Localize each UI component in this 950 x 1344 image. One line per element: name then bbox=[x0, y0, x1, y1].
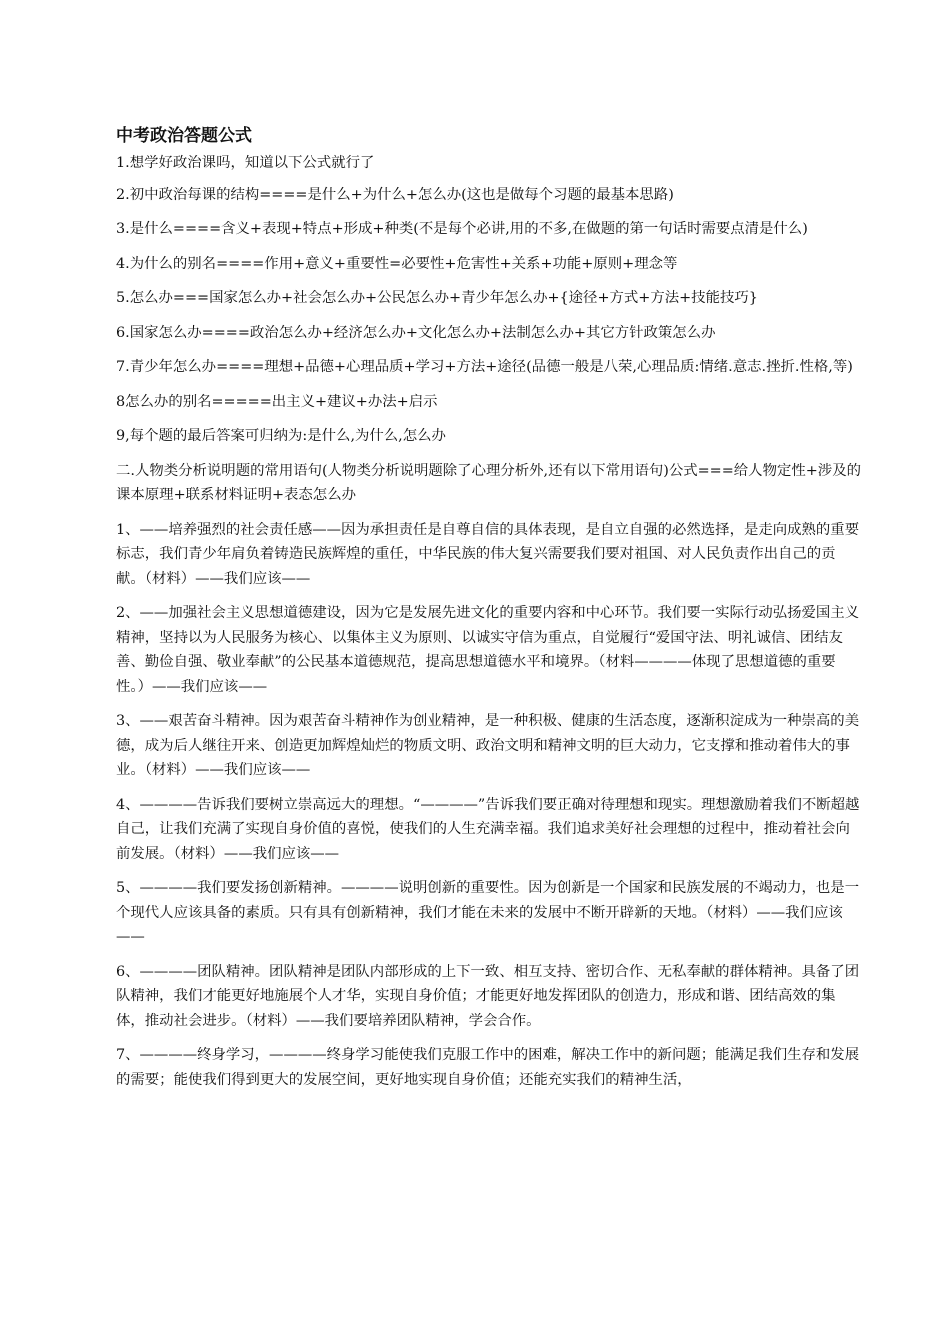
item-3-hard-work-spirit: 3、——艰苦奋斗精神。因为艰苦奋斗精神作为创业精神，是一种积极、健康的生活态度，逐渐积淀成为一种崇高的美德，成为后人继往开来、创造更加辉煌灿烂的物质文明、政治文明和精神文明的巨大动力，它支撑和推动着伟大的事业。（材料）——我们应该—— bbox=[116, 713, 860, 778]
item-4-ideals: 4、————告诉我们要树立崇高远大的理想。“————”告诉我们要正确对待理想和现实。理想激励着我们不断超越自己，让我们充满了实现自身价值的喜悦，使我们的人生充满幸福。我们追求美好社会理想的过程中，推动着社会向前发展。（材料）——我们应该—— bbox=[116, 796, 860, 862]
item-2-moral-construction: 2、——加强社会主义思想道德建设，因为它是发展先进文化的重要内容和中心环节。我们要一实际行动弘扬爱国主义精神，坚持以为人民服务为核心、以集体主义为原则、以诚实守信为重点，自觉履行“爱国守法、明礼诚信、团结友善、勤俭自强、敬业奉献”的公民基本道德规范，提高思想道德水平和境界。（材料————体现了思想道德的重要性。）——我们应该—— bbox=[116, 605, 860, 695]
section-two-heading-paragraph: 二.人物类分析说明题的常用语句(人物类分析说明题除了心理分析外,还有以下常用语句)公式===给人物定性+涉及的课本原理+联系材料证明+表态怎么办 bbox=[116, 462, 861, 503]
paragraph-1: 1.想学好政治课吗，知道以下公式就行了 bbox=[116, 155, 375, 171]
paragraph-7: 7.青少年怎么办====理想+品德+心理品质+学习+方法+途径(品德一般是八荣,心理品质:情绪.意志.挫折.性格,等) bbox=[116, 359, 853, 375]
paragraph-5: 5.怎么办===国家怎么办+社会怎么办+公民怎么办+青少年怎么办+{途径+方式+方法+技能技巧} bbox=[116, 290, 758, 306]
paragraph-2: 2.初中政治每课的结构====是什么+为什么+怎么办(这也是做每个习题的最基本思路) bbox=[116, 186, 674, 203]
paragraph-3: 3.是什么====含义+表现+特点+形成+种类(不是每个必讲,用的不多,在做题的第一句话时需要点清是什么) bbox=[116, 221, 808, 237]
paragraph-6: 6.国家怎么办====政治怎么办+经济怎么办+文化怎么办+法制怎么办+其它方针政策怎么办 bbox=[116, 324, 716, 341]
item-7-lifelong-learning: 7、————终身学习，————终身学习能使我们克服工作中的困难，解决工作中的新问题；能满足我们生存和发展的需要；能使我们得到更大的发展空间，更好地实现自身价值；还能充实我们的精神生活， bbox=[116, 1047, 860, 1088]
item-5-innovation: 5、————我们要发扬创新精神。————说明创新的重要性。因为创新是一个国家和民族发展的不竭动力，也是一个现代人应该具备的素质。只有具有创新精神，我们才能在未来的发展中不断开辟新的天地。（材料）——我们应该—— bbox=[116, 880, 860, 945]
item-1-responsibility: 1、——培养强烈的社会责任感——因为承担责任是自尊自信的具体表现，是自立自强的必然选择，是走向成熟的重要标志，我们青少年肩负着铸造民族辉煌的重任，中华民族的伟大复兴需要我们要对祖国、对人民负责作出自己的贡献。（材料）——我们应该—— bbox=[116, 521, 860, 587]
item-6-team-spirit: 6、————团队精神。团队精神是团队内部形成的上下一致、相互支持、密切合作、无私奉献的群体精神。具备了团队精神，我们才能更好地施展个人才华，实现自身价值；才能更好地发挥团队的创造力，形成和谐、团结高效的集体，推动社会进步。（材料）——我们要培养团队精神，学会合作。 bbox=[116, 963, 860, 1029]
document-title: 中考政治答题公式 bbox=[116, 126, 252, 146]
document-page bbox=[116, 124, 864, 1102]
paragraph-9: 9,每个题的最后答案可归纳为:是什么,为什么,怎么办 bbox=[116, 428, 446, 444]
paragraph-8: 8怎么办的别名=====出主义+建议+办法+启示 bbox=[116, 393, 438, 410]
paragraph-4: 4.为什么的别名====作用+意义+重要性=必要性+危害性+关系+功能+原则+理念等 bbox=[116, 255, 678, 272]
